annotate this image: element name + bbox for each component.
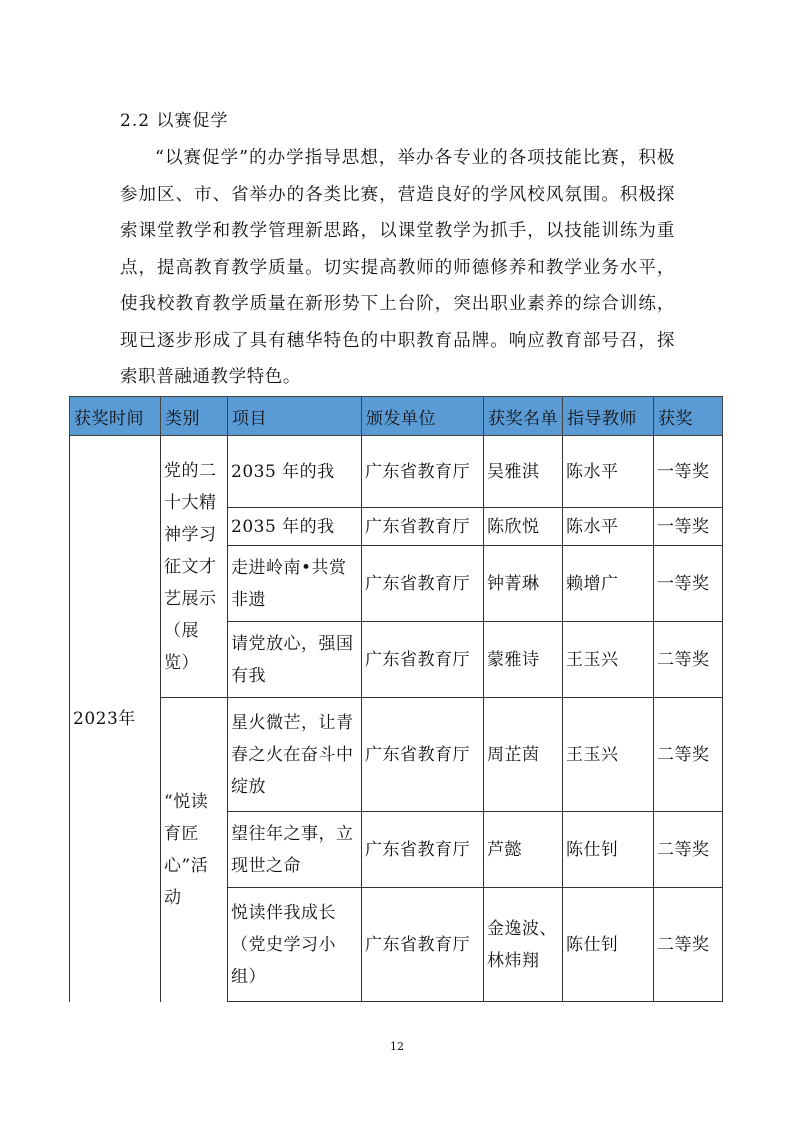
award-cell: 二等奖 xyxy=(654,622,723,698)
project-cell: 请党放心，强国有我 xyxy=(228,622,362,698)
header-project: 项目 xyxy=(228,397,362,436)
header-category: 类别 xyxy=(161,397,228,436)
issuer-cell: 广东省教育厅 xyxy=(362,888,484,1002)
winners-cell: 钟菁琳 xyxy=(484,546,563,622)
award-cell: 二等奖 xyxy=(654,698,723,812)
project-cell: 望往年之事，立现世之命 xyxy=(228,812,362,888)
issuer-cell: 广东省教育厅 xyxy=(362,436,484,508)
project-cell: 2035 年的我 xyxy=(228,508,362,546)
category-cell: 党的二十大精神学习征文才艺展示（展览） xyxy=(161,436,228,698)
teacher-cell: 陈仕钊 xyxy=(563,812,654,888)
winners-cell: 芦懿 xyxy=(484,812,563,888)
award-cell: 一等奖 xyxy=(654,546,723,622)
award-cell: 二等奖 xyxy=(654,888,723,1002)
teacher-cell: 王玉兴 xyxy=(563,622,654,698)
year-cell: 2023年 xyxy=(70,436,161,1002)
table-header-row xyxy=(70,397,723,436)
issuer-cell: 广东省教育厅 xyxy=(362,812,484,888)
header-award: 获奖 xyxy=(654,397,723,436)
project-cell: 2035 年的我 xyxy=(228,436,362,508)
winners-cell: 陈欣悦 xyxy=(484,508,563,546)
project-cell: 悦读伴我成长（党史学习小组） xyxy=(228,888,362,1002)
award-cell: 二等奖 xyxy=(654,812,723,888)
award-cell: 一等奖 xyxy=(654,436,723,508)
awards-table xyxy=(69,396,723,1002)
section-paragraph: “以赛促学”的办学指导思想，举办各专业的各项技能比赛，积极参加区、市、省举办的各类比赛，营造良好的学风校风氛围。积极探索课堂教学和教学管理新思路，以课堂教学为抓手，以技能训练为重点，提高教育教学质量。切实提高教师的师德修养和教学业务水平，使我校教育教学质量在新形势下上台阶，突出职业素养的综合训练，现已逐步形成了具有穗华特色的中职教育品牌。响应教育部号召，探索职普融通教学特色。 xyxy=(120,148,675,387)
table-row xyxy=(70,698,723,812)
page-number: 12 xyxy=(390,1040,404,1053)
category-cell: “悦读育匠心”活动 xyxy=(161,698,228,1002)
issuer-cell: 广东省教育厅 xyxy=(362,546,484,622)
project-cell: 走进岭南•共赏非遗 xyxy=(228,546,362,622)
section-heading: 2.2 以赛促学 xyxy=(120,111,229,131)
winners-cell: 吴雅淇 xyxy=(484,436,563,508)
teacher-cell: 陈仕钊 xyxy=(563,888,654,1002)
header-issuer: 颁发单位 xyxy=(362,397,484,436)
project-cell: 星火微芒，让青春之火在奋斗中绽放 xyxy=(228,698,362,812)
teacher-cell: 陈水平 xyxy=(563,436,654,508)
header-teacher: 指导教师 xyxy=(563,397,654,436)
header-winners: 获奖名单 xyxy=(484,397,563,436)
issuer-cell: 广东省教育厅 xyxy=(362,698,484,812)
teacher-cell: 赖增广 xyxy=(563,546,654,622)
issuer-cell: 广东省教育厅 xyxy=(362,508,484,546)
table-row xyxy=(70,436,723,508)
issuer-cell: 广东省教育厅 xyxy=(362,622,484,698)
teacher-cell: 陈水平 xyxy=(563,508,654,546)
header-award-time: 获奖时间 xyxy=(70,397,161,436)
award-cell: 一等奖 xyxy=(654,508,723,546)
teacher-cell: 王玉兴 xyxy=(563,698,654,812)
winners-cell: 蒙雅诗 xyxy=(484,622,563,698)
winners-cell: 金逸波、林炜翔 xyxy=(484,888,563,1002)
winners-cell: 周芷茵 xyxy=(484,698,563,812)
